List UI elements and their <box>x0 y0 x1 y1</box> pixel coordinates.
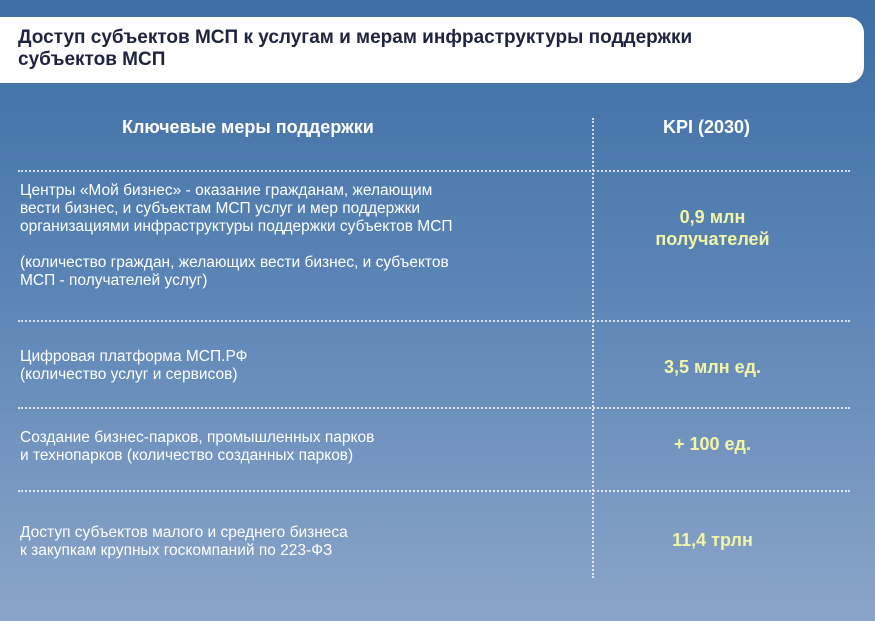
kpi-value-line: получателей <box>655 229 770 249</box>
row-separator <box>18 170 850 172</box>
description-note-line: МСП - получателей услуг) <box>20 272 208 289</box>
description-line: Доступ субъектов малого и среднего бизнеса <box>20 524 348 541</box>
kpi-value-line: 11,4 трлн <box>672 530 753 550</box>
description-line: (количество услуг и сервисов) <box>20 366 238 383</box>
column-divider <box>592 118 594 578</box>
kpi-value-line: 0,9 млн <box>679 207 746 227</box>
description-line: к закупкам крупных госкомпаний по 223-ФЗ <box>20 542 333 559</box>
table-row-2-kpi <box>600 356 825 378</box>
row-separator <box>18 320 850 322</box>
row-separator <box>18 407 850 409</box>
description-line: организациями инфраструктуры поддержки субъектов МСП <box>20 218 453 235</box>
kpi-value-line: 3,5 млн ед. <box>663 357 762 377</box>
table-row-4-description <box>20 524 580 560</box>
table-row-2-description <box>20 348 580 384</box>
table-row-3-description <box>20 429 580 465</box>
header-kpi: KPI (2030) <box>663 117 751 137</box>
description-line: и технопарков (количество созданных парков) <box>20 447 354 464</box>
row-separator <box>18 490 850 492</box>
description-line: вести бизнес, и субъектам МСП услуг и мер поддержки <box>20 200 421 217</box>
spacer <box>20 236 580 254</box>
header-measures: Ключевые меры поддержки <box>122 117 374 137</box>
table-row-3-kpi <box>600 433 825 455</box>
title-panel <box>0 17 864 83</box>
table-row-1-kpi <box>600 206 825 250</box>
description-line: Создание бизнес-парков, промышленных парков <box>20 429 375 446</box>
description-line: Цифровая платформа МСП.РФ <box>20 348 248 365</box>
description-line: Центры «Мой бизнес» - оказание гражданам, желающим <box>20 182 433 199</box>
page-title-line-1: Доступ субъектов МСП к услугам и мерам инфраструктуры поддержки <box>18 27 693 48</box>
table-row-1-description <box>20 182 580 290</box>
kpi-value-line: + 100 ед. <box>674 434 751 454</box>
page-title-line-2: субъектов МСП <box>18 49 166 70</box>
table-row-4-kpi <box>600 529 825 551</box>
description-note-line: (количество граждан, желающих вести бизнес, и субъектов <box>20 254 449 271</box>
